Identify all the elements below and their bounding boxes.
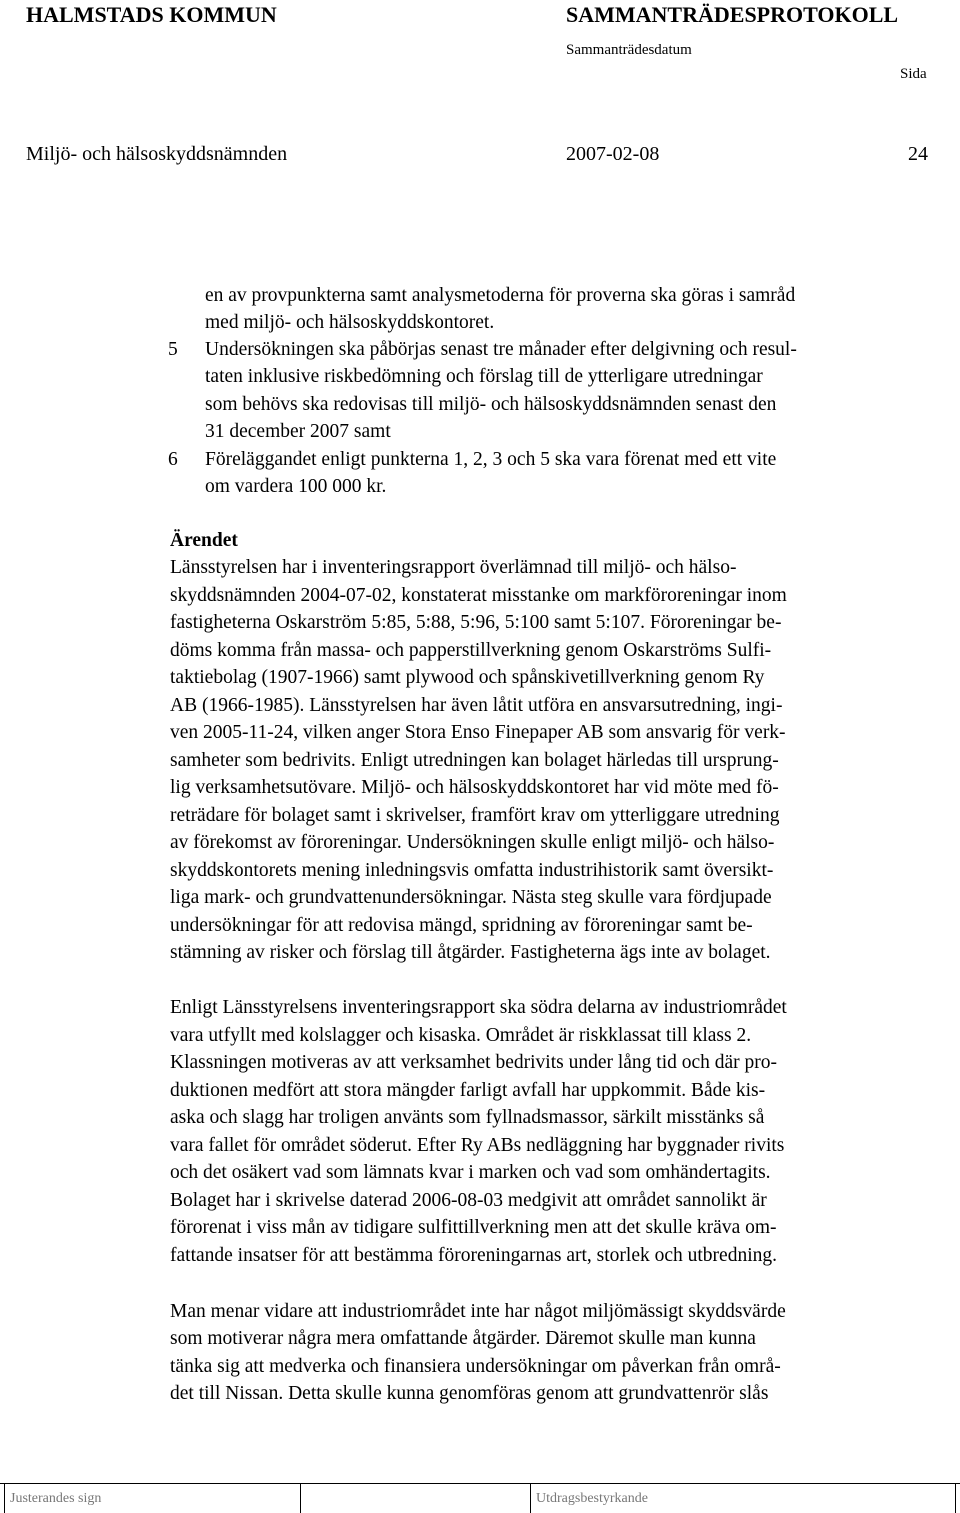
text-line: undersökningar för att redovisa mängd, spridning av föroreningar samt be- — [170, 915, 753, 936]
text-line: döms komma från massa- och papperstillverkning genom Oskarströms Sulfi- — [170, 640, 772, 661]
footer-divider — [300, 1483, 301, 1513]
text-line: aska och slagg har troligen använts som fyllnadsmassor, särkilt misstänks så — [170, 1107, 765, 1128]
text-line: som motiverar några mera omfattande åtgärder. Däremot skulle man kunna — [170, 1328, 756, 1349]
text-line: förorenat i viss mån av tidigare sulfittillverkning men att det skulle kräva om- — [170, 1217, 777, 1238]
list-item: taten inklusive riskbedömning och förslag till de ytterligare utredningar — [205, 366, 763, 387]
section-heading: Ärendet — [170, 530, 238, 551]
footer-divider — [530, 1483, 531, 1513]
text-line: det till Nissan. Detta skulle kunna genomföras genom att grundvattenrör slås — [170, 1383, 769, 1404]
meeting-date: 2007-02-08 — [566, 143, 660, 165]
text-line: och det osäkert vad som lämnats kvar i marken och vad som omhändertagits. — [170, 1162, 771, 1183]
text-line: av förekomst av föroreningar. Undersökningen skulle enligt miljö- och hälso- — [170, 832, 775, 853]
sign-label: Justerandes sign — [10, 1491, 102, 1506]
protocol-title: SAMMANTRÄDESPROTOKOLL — [566, 2, 899, 27]
municipality-name: HALMSTADS KOMMUN — [26, 2, 277, 27]
text-line: fastigheterna Oskarström 5:85, 5:88, 5:96, 5:100 samt 5:107. Föroreningar be- — [170, 612, 782, 633]
list-item: Föreläggandet enligt punkterna 1, 2, 3 och 5 ska vara förenat med ett vite — [205, 449, 777, 470]
text-line: Enligt Länsstyrelsens inventeringsrapport ska södra delarna av industriområdet — [170, 997, 787, 1018]
text-line: Man menar vidare att industriområdet inte har något miljömässigt skyddsvärde — [170, 1301, 786, 1322]
list-item: som behövs ska redovisas till miljö- och hälsoskyddsnämnden senast den — [205, 394, 777, 415]
text-line: tänka sig att medverka och finansiera undersökningar om påverkan från områ- — [170, 1356, 781, 1377]
list-item-number: 5 — [168, 339, 178, 360]
page-label: Sida — [900, 66, 927, 82]
meeting-date-label: Sammanträdesdatum — [566, 42, 692, 58]
list-item: en av provpunkterna samt analysmetoderna för proverna ska göras i samråd — [205, 285, 796, 306]
text-line: samheter som bedrivits. Enligt utredningen kan bolaget härledas till ursprung- — [170, 750, 779, 771]
text-line: ven 2005-11-24, vilken anger Stora Enso Finepaper AB som ansvarig för verk- — [170, 722, 786, 743]
extract-label: Utdragsbestyrkande — [536, 1491, 648, 1506]
text-line: skyddskontorets mening inledningsvis omfatta industrihistorik samt översikt- — [170, 860, 774, 881]
footer-divider — [955, 1483, 956, 1513]
list-item-number: 6 — [168, 449, 178, 470]
list-item: med miljö- och hälsoskyddskontoret. — [205, 312, 495, 333]
list-item: Undersökningen ska påbörjas senast tre månader efter delgivning och resul- — [205, 339, 797, 360]
text-line: skyddsnämnden 2004-07-02, konstaterat misstanke om markföroreningar inom — [170, 585, 787, 606]
footer-rule — [0, 1483, 960, 1484]
text-line: liga mark- och grundvattenundersökningar. Nästa steg skulle vara fördjupade — [170, 887, 772, 908]
text-line: Klassningen motiveras av att verksamhet bedrivits under lång tid och där pro- — [170, 1052, 778, 1073]
text-line: reträdare för bolaget samt i skrivelser, framfört krav om ytterliggare utredning — [170, 805, 780, 826]
text-line: vara fallet för området söderut. Efter Ry ABs nedläggning har byggnader rivits — [170, 1135, 785, 1156]
list-item: 31 december 2007 samt — [205, 421, 391, 442]
text-line: stämning av risker och förslag till åtgärder. Fastigheterna ägs inte av bolaget. — [170, 942, 771, 963]
page-number: 24 — [908, 143, 928, 165]
text-line: Bolaget har i skrivelse daterad 2006-08-03 medgivit att området sannolikt är — [170, 1190, 767, 1211]
text-line: vara utfyllt med kolslagger och kisaska. Området är riskklassat till klass 2. — [170, 1025, 752, 1046]
text-line: duktionen medfört att stora mängder farligt avfall har uppkommit. Både kis- — [170, 1080, 766, 1101]
text-line: lig verksamhetsutövare. Miljö- och hälsoskyddskontoret har vid möte med fö- — [170, 777, 779, 798]
footer-divider — [4, 1483, 5, 1513]
text-line: AB (1966-1985). Länsstyrelsen har även låtit utföra en ansvarsutredning, ingi- — [170, 695, 783, 716]
list-item: om vardera 100 000 kr. — [205, 476, 387, 497]
committee-name: Miljö- och hälsoskyddsnämnden — [26, 143, 288, 165]
text-line: taktiebolag (1907-1966) samt plywood och spånskivetillverkning genom Ry — [170, 667, 765, 688]
text-line: fattande insatser för att bestämma föroreningarnas art, storlek och utbredning. — [170, 1245, 777, 1266]
text-line: Länsstyrelsen har i inventeringsrapport överlämnad till miljö- och hälso- — [170, 557, 737, 578]
